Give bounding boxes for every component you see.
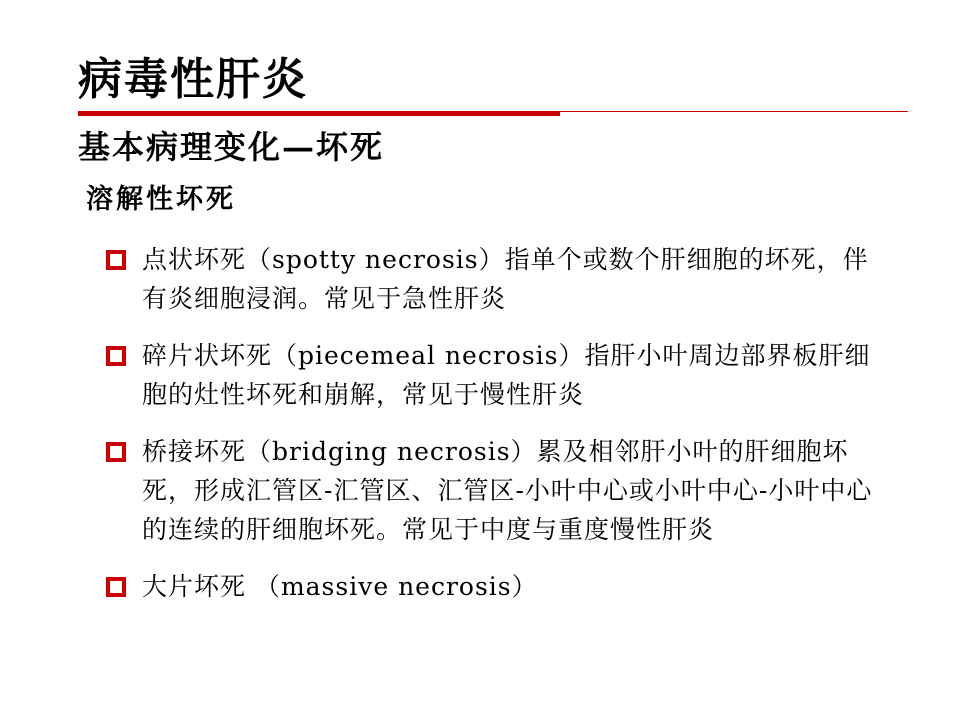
slide-subtitle: 基本病理变化—坏死: [78, 128, 385, 166]
bullet-item-spotty-necrosis: [106, 240, 886, 318]
bullet-item-bridging-necrosis: [106, 432, 886, 549]
bullet-text: 桥接坏死（bridging necrosis）累及相邻肝小叶的肝细胞坏死，形成汇管区-汇管区、汇管区-小叶中心或小叶中心-小叶中心的连续的肝细胞坏死。常见于中度与重度慢性肝炎: [142, 437, 873, 544]
square-bullet-icon: [106, 442, 126, 462]
bullet-text: 大片坏死 （massive necrosis）: [142, 572, 538, 601]
bullet-list: [106, 240, 886, 624]
square-bullet-icon: [106, 250, 126, 270]
square-bullet-icon: [106, 346, 126, 366]
slide-title: 病毒性肝炎: [78, 54, 308, 105]
square-bullet-icon: [106, 577, 126, 597]
bullet-item-massive-necrosis: [106, 567, 886, 606]
section-heading: 溶解性坏死: [86, 184, 236, 215]
bullet-text: 点状坏死（spotty necrosis）指单个或数个肝细胞的坏死，伴有炎细胞浸润。常见于急性肝炎: [142, 245, 869, 313]
bullet-item-piecemeal-necrosis: [106, 336, 886, 414]
title-underline-thick: [78, 111, 560, 116]
bullet-text: 碎片状坏死（piecemeal necrosis）指肝小叶周边部界板肝细胞的灶性坏死和崩解，常见于慢性肝炎: [142, 341, 871, 409]
